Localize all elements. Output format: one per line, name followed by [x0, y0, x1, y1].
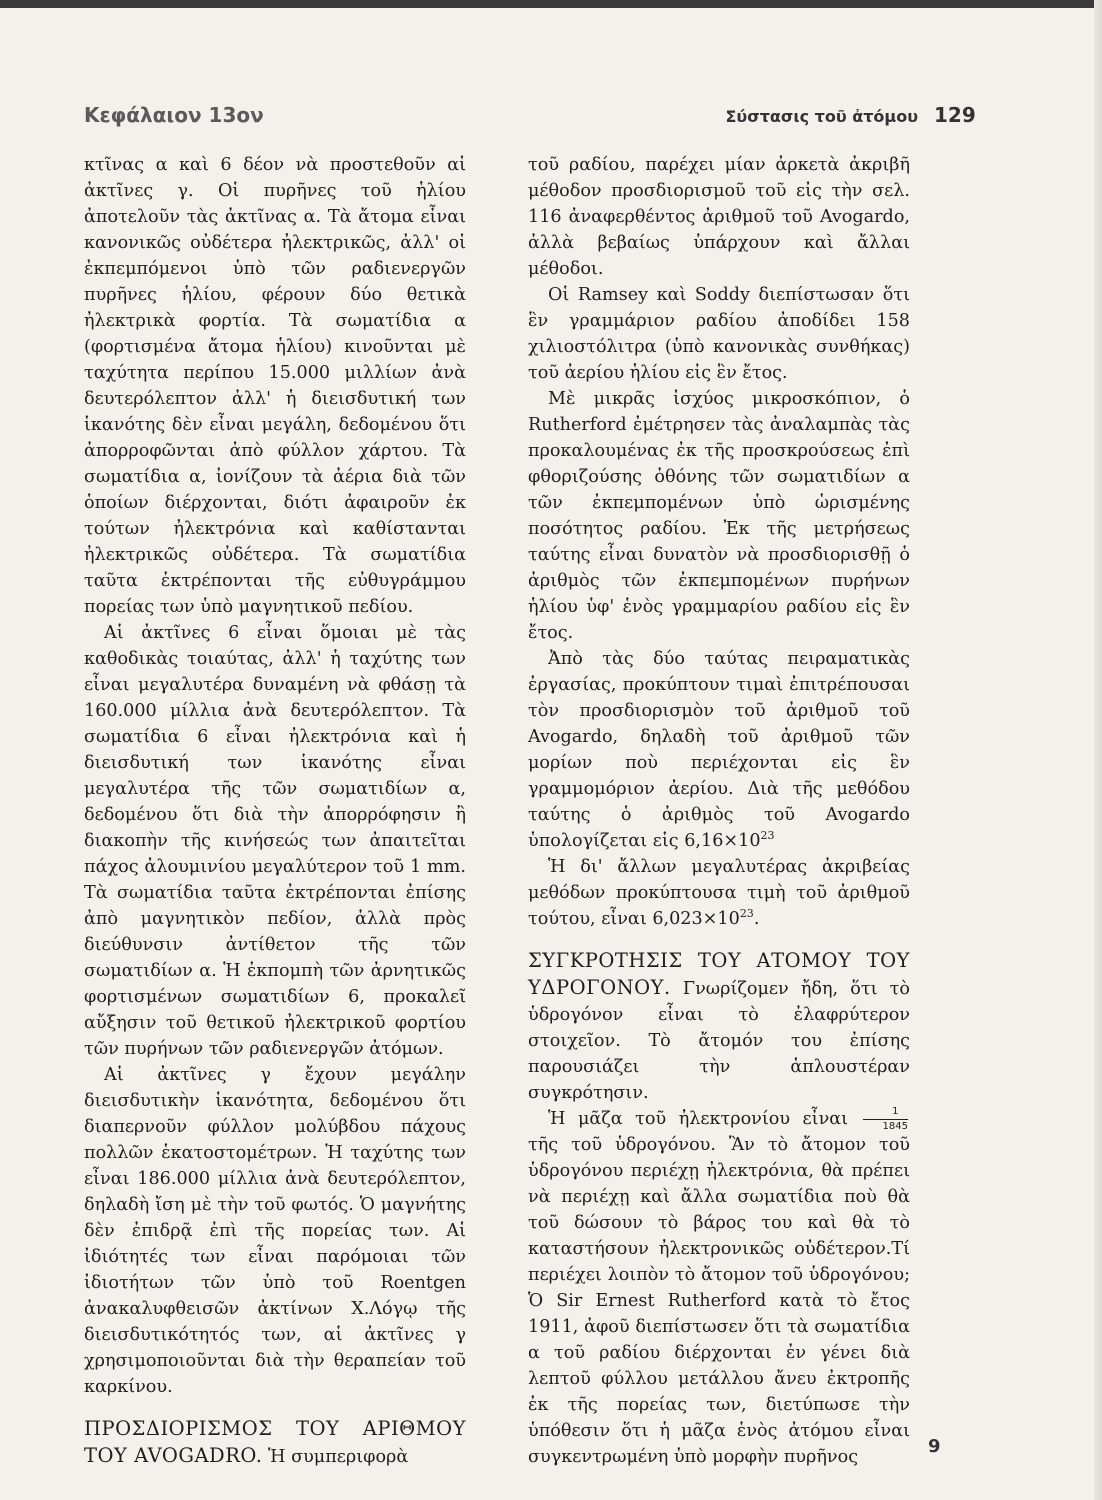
spacer — [528, 932, 910, 944]
avogadro-value: 6,16×10 — [684, 831, 761, 851]
paragraph — [528, 854, 910, 932]
paragraph: τοῦ ραδίου, παρέχει μίαν ἀρκετὰ ἀκριβῆ μέθοδον προσδιορισμοῦ τοῦ εἰς τὴν σελ. 116 ἀναφερθέντος ἀριθμοῦ τοῦ Avogardo, ἀλλὰ βεβαίως ὑπάρχουν καὶ ἄλλαι μέθοδοι. — [528, 155, 910, 279]
avogadro-accurate-value: 6,023×10 — [652, 909, 740, 929]
right-column — [528, 152, 910, 1470]
paragraph: Αἱ ἀκτῖνες 6 εἶναι ὅμοιαι μὲ τὰς καθοδικὰς τοιαύτας, ἀλλ' ἡ ταχύτης των εἶναι μεγαλυτέρα δυναμένη νὰ φθάσῃ τὰ 160.000 μίλλια ἀνὰ δευτερόλεπτον. Τὰ σωματίδια 6 εἶναι ἠλεκτρόνια καὶ ἡ διεισδυτική των ἱκανότης εἶναι μεγαλυτέρα τῆς τῶν σωματιδίων α, δεδομένου ὅτι διὰ τὴν ἀπορρόφησιν ἢ διακοπὴν τῆς κινήσεώς των ἀπαιτεῖται πάχος ἀλουμινίου μεγαλύτερον τοῦ 1 mm. Τὰ σωματίδια ταῦτα ἐκτρέπονται ἐπίσης ἀπὸ μαγνητικὸν πεδίον, ἀλλὰ πρὸς διεύθυνσιν ἀντίθετον τῆς τῶν σωματιδίων α. Ἡ ἐκπομπὴ τῶν ἀρνητικῶς φορτισμένων σωματιδίων 6, προκαλεῖ αὔξησιν τοῦ θετικοῦ ἠλεκτρικοῦ φορτίου τῶν πυρήνων τῶν ραδιενεργῶν ἀτόμων. — [84, 623, 466, 1059]
page-number: 129 — [934, 103, 976, 127]
heading-tail: Γνωρίζομεν ἤδη, ὅτι τὸ ὑδρογόνον εἶναι τὸ ἐλαφρύτερον στοιχεῖον. Τὸ ἄτομόν του ἐπίσης παρουσιάζει τὴν ἁπλουστέραν συγκρότησιν. — [528, 979, 910, 1103]
heading-tail: Ἡ συμπεριφορὰ — [268, 1447, 409, 1467]
section-heading-paragraph — [528, 948, 910, 1106]
spacer — [84, 1400, 466, 1412]
signature-number: 9 — [928, 1436, 941, 1457]
paragraph: Οἱ Ramsey καὶ Soddy διεπίστωσαν ὅτι ἓν γραμμάριον ραδίου ἀποδίδει 158 χιλιοστόλιτρα (ὑπὸ κανονικὰς συνθήκας) τοῦ ἀερίου ἡλίου εἰς ἓν ἔτος. — [528, 285, 910, 383]
period: . — [753, 909, 760, 929]
exponent: 23 — [760, 829, 775, 843]
paragraph-text: τῆς τοῦ ὑδρογόνου. Ἂν τὸ ἄτομον τοῦ ὑδρογόνου περιέχῃ ἠλεκτρόνια, θὰ πρέπει νὰ περιέχῃ καὶ ἄλλα σωματίδια ποὺ θὰ τοῦ δώσουν τὸ βάρος του καὶ θὰ τὸ καταστήσουν ἠλεκτρονικῶς οὐδέτερον.Τί περιέχει λοιπὸν τὸ ἄτομον τοῦ ὑδρογόνου; Ὁ Sir Ernest Rutherford κατὰ τὸ ἔτος 1911, ἀφοῦ διεπίστωσεν ὅτι τὰ σωματίδια α τοῦ ραδίου διέρχονται ἐν γένει διὰ λεπτοῦ φύλλου μετάλλου ἄνευ ἐκτροπῆς ἐκ τῆς πορείας των, διετύπωσε τὴν ὑπόθεσιν ὅτι ἡ μᾶζα ἑνὸς ἀτόμου εἶναι συγκεντρωμένη ὑπὸ μορφὴν πυρῆνος — [528, 1135, 910, 1467]
paragraph: Αἱ ἀκτῖνες γ ἔχουν μεγάλην διεισδυτικὴν ἱκανότητα, δεδομένου ὅτι διαπερνοῦν φύλλον μολύβδου πάχους πολλῶν ἑκατοστομέτρων. Ἡ ταχύτης των εἶναι 186.000 μίλλια ἀνὰ δευτερόλεπτον, δηλαδὴ ἴση μὲ τὴν τοῦ φωτός. Ὁ μαγνήτης δὲν ἐπιδρᾷ ἐπὶ τῆς πορείας των. Αἱ ἰδιότητές των εἶναι παρόμοιαι τῶν ἰδιοτήτων τῶν ὑπὸ τοῦ Roentgen ἀνακαλυφθεισῶν ἀκτίνων Χ.Λόγῳ τῆς διεισδυτικότητός των, αἱ ἀκτῖνες γ χρησιμοποιοῦνται διὰ τὴν θεραπείαν τοῦ καρκίνου. — [84, 1065, 466, 1397]
fraction — [863, 1107, 908, 1132]
paragraph: Μὲ μικρᾶς ἰσχύος μικροσκόπιον, ὁ Rutherford ἐμέτρησεν τὰς ἀναλαμπὰς τὰς προκαλουμένας ἐκ τῆς προσκρούσεως ἐπὶ φθοριζούσης ὀθόνης τῶν σωματιδίων α τῶν ἐκπεμπομένων ὑπὸ ὡρισμένης ποσότητος ραδίου. Ἐκ τῆς μετρήσεως ταύτης εἶναι δυνατὸν νὰ προσδιορισθῇ ὁ ἀριθμὸς τῶν ἐκπεμπομένων πυρήνων ἡλίου ὑφ' ἑνὸς γραμμαρίου ραδίου εἰς ἓν ἔτος. — [528, 389, 910, 643]
paragraph — [528, 1106, 910, 1470]
paragraph: κτῖνας α καὶ 6 δέον νὰ προστεθοῦν αἱ ἀκτῖνες γ. Οἱ πυρῆνες τοῦ ἡλίου ἀποτελοῦν τὰς ἀκτῖνας α. Τὰ ἄτομα εἶναι κανονικῶς οὐδέτερα ἠλεκτρικῶς, ἀλλ' οἱ ἐκπεμπόμενοι ὑπὸ τῶν ραδιενεργῶν πυρῆνες ἡλίου, φέρουν δύο θετικὰ ἠλεκτρικὰ φορτία. Τὰ σωματίδια α (φορτισμένα ἄτομα ἡλίου) κινοῦνται μὲ ταχύτητα περίπου 15.000 μιλλίων ἀνὰ δευτερόλεπτον ἀλλ' ἡ διεισδυτική των ἱκανότης δὲν εἶναι μεγάλη, δεδομένου ὅτι ἀπορροφῶνται ἀπὸ φύλλον χάρτου. Τὰ σωματίδια α, ἰονίζουν τὰ ἀέρια διὰ τῶν ὁποίων διέρχονται, διότι ἀφαιροῦν ἐκ τούτων ἠλεκτρόνια καὶ καθίστανται ἠλεκτρικῶς οὐδέτερα. Τὰ σωματίδια ταῦτα ἐκτρέπονται τῆς εὐθυγράμμου πορείας των ὑπὸ μαγνητικοῦ πεδίου. — [84, 155, 466, 617]
paragraph-text: Ἀπὸ τὰς δύο ταύτας πειραματικὰς ἐργασίας, προκύπτουν τιμαὶ ἐπιτρέπουσαι τὸν προσδιορισμὸν τοῦ ἀριθμοῦ τοῦ Avogardo, δηλαδὴ τοῦ ἀριθμοῦ τῶν μορίων ποὺ περιέχονται εἰς ἓν γραμμομόριον ἀερίου. Διὰ τῆς μεθόδου ταύτης ὁ ἀριθμὸς τοῦ Avogardo ὑπολογίζεται εἰς — [528, 649, 910, 851]
page-edge — [1094, 0, 1102, 1500]
top-edge-bar — [0, 0, 1102, 8]
section-heading: ΠΡΟΣΔΙΟΡΙΣΜΟΣ ΤΟΥ ΑΡΙΘΜΟΥ ΤΟΥ AVOGADRO. — [84, 1417, 466, 1467]
fraction-denominator: 1845 — [882, 1120, 908, 1132]
section-heading-paragraph — [84, 1416, 466, 1470]
exponent: 23 — [739, 907, 754, 921]
left-column — [84, 152, 466, 1470]
chapter-label: Κεφάλαιον 13ον — [84, 103, 264, 127]
fraction-numerator: 1 — [863, 1107, 908, 1120]
page-header — [0, 103, 1102, 137]
paragraph-text: Ἡ δι' ἄλλων μεγαλυτέρας ἀκριβείας μεθόδων προκύπτουσα τιμὴ τοῦ ἀριθμοῦ τούτου, εἶναι — [528, 857, 910, 929]
section-title: Σύστασις τοῦ ἀτόμου — [725, 107, 918, 126]
section-heading: ΣΥΓΚΡΟΤΗΣΙΣ ΤΟΥ ΑΤΟΜΟΥ ΤΟΥ ΥΔΡΟΓΟΝΟΥ. — [528, 949, 910, 999]
paragraph-text: Ἡ μᾶζα τοῦ ἠλεκτρονίου εἶναι — [548, 1109, 849, 1129]
paragraph — [528, 646, 910, 854]
